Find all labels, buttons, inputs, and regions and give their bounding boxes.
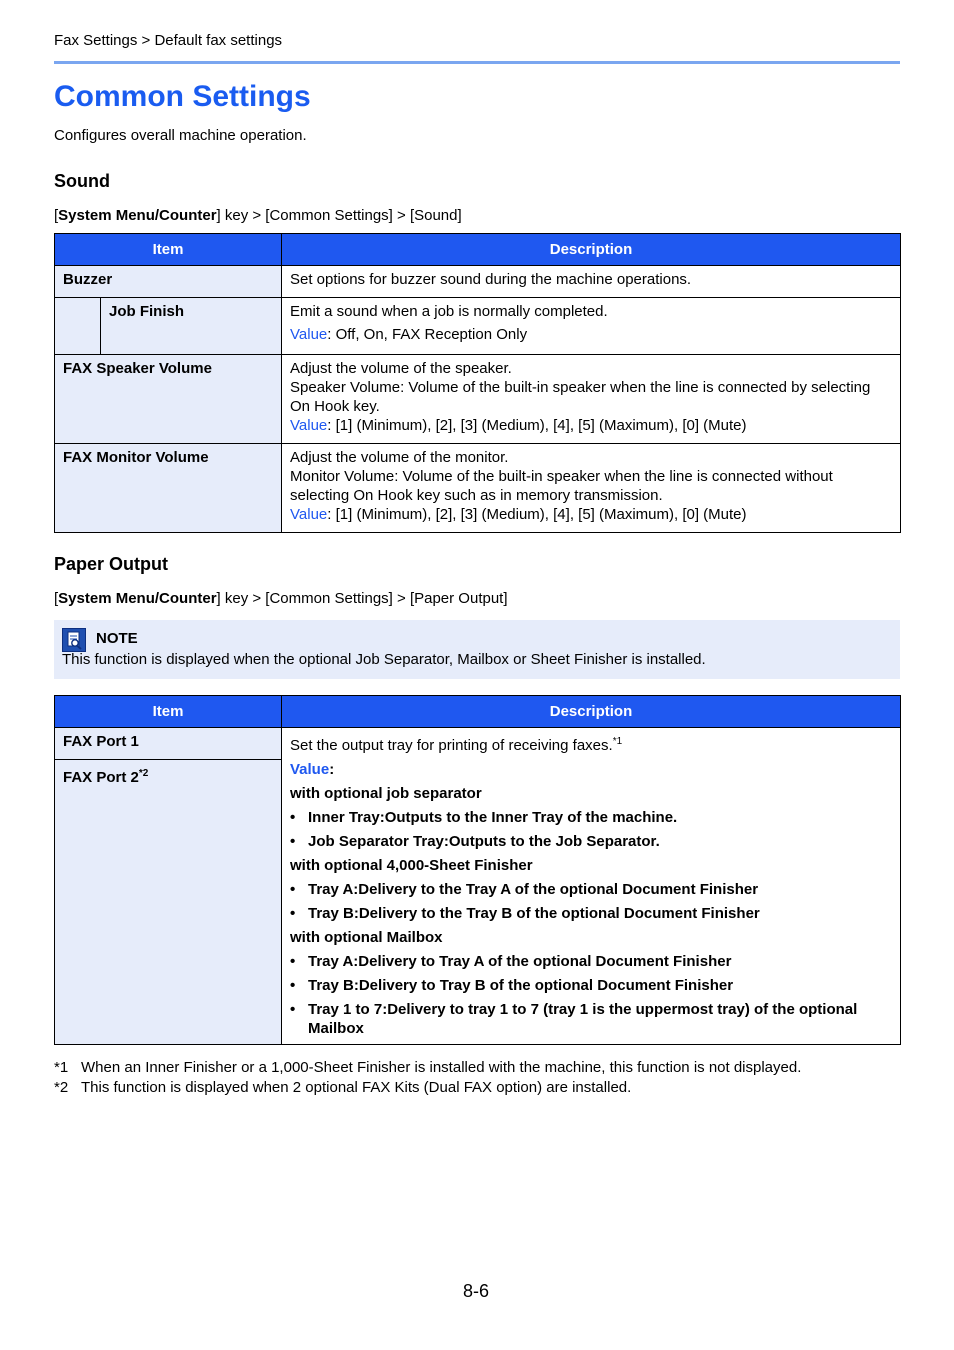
column-header-description: Description — [282, 696, 901, 728]
list-item: • Tray 1 to 7:Delivery to tray 1 to 7 (tray 1 is the uppermost tray) of the optional Mailbox — [290, 1000, 892, 1038]
description-text: Adjust the volume of the speaker. — [290, 360, 512, 377]
description-text: Speaker Volume: Volume of the built-in speaker when the line is connected by selecting On Hook key. — [290, 379, 871, 415]
value-text: : [1] (Minimum), [2], [3] (Medium), [4], [5] (Maximum), [0] (Mute) — [327, 506, 747, 523]
description-text: Adjust the volume of the monitor. — [290, 449, 509, 466]
footnote — [54, 1079, 631, 1096]
paper-output-heading: Paper Output — [54, 554, 169, 574]
note-title: NOTE — [96, 630, 138, 647]
sound-heading: Sound — [54, 171, 110, 191]
value-label: Value — [290, 326, 328, 343]
value-label: Value — [290, 417, 328, 434]
footnote-key: *2 — [54, 1079, 69, 1096]
note-icon — [62, 628, 86, 652]
menu-path-rest: ] key > [Common Settings] > [Sound] — [216, 207, 462, 224]
list-item: • Tray A:Delivery to the Tray A of the optional Document Finisher — [290, 880, 892, 899]
description-cell — [282, 355, 901, 444]
list-item: • Tray B:Delivery to Tray B of the optional Document Finisher — [290, 976, 892, 995]
item-cell: FAX Speaker Volume — [55, 355, 282, 444]
description-cell — [282, 728, 901, 1045]
value-label: Value — [290, 506, 328, 523]
group-heading: with optional 4,000-Sheet Finisher — [290, 857, 533, 874]
list-item: • Job Separator Tray:Outputs to the Job Separator. — [290, 832, 892, 851]
value-line — [290, 416, 892, 435]
column-header-description: Description — [282, 234, 901, 266]
header-rule — [54, 61, 900, 64]
description-text: Monitor Volume: Volume of the built-in speaker when the line is connected without selecting On Hook key such as in memory transmission. — [290, 468, 833, 504]
menu-key: System Menu/Counter — [58, 207, 217, 224]
description-text: Set the output tray for printing of receiving faxes. — [290, 737, 613, 754]
footnote-key: *1 — [54, 1059, 69, 1076]
paper-output-menu-path: [System Menu/Counter] key > [Common Settings] > [Paper Output] — [54, 590, 508, 607]
footnote — [54, 1059, 801, 1076]
footnote-ref: *1 — [612, 736, 623, 747]
footnote-text: When an Inner Finisher or a 1,000-Sheet Finisher is installed with the machine, this function is not displayed. — [81, 1059, 802, 1076]
description-text: Emit a sound when a job is normally completed. — [290, 303, 608, 320]
item-label: FAX Port 1 — [63, 733, 139, 750]
note-box — [54, 620, 900, 679]
description-cell — [282, 444, 901, 533]
indent-cell — [55, 298, 101, 355]
list-item: • Inner Tray:Outputs to the Inner Tray of the machine. — [290, 808, 892, 827]
value-colon: : — [329, 761, 335, 778]
note-text: This function is displayed when the optional Job Separator, Mailbox or Sheet Finisher is installed. — [62, 651, 706, 668]
item-cell: Job Finish — [101, 298, 282, 355]
group-heading: with optional Mailbox — [290, 929, 443, 946]
value-line — [290, 505, 892, 524]
list-item: • Tray A:Delivery to Tray A of the optional Document Finisher — [290, 952, 892, 971]
breadcrumb: Fax Settings > Default fax settings — [54, 32, 283, 49]
value-text: : Off, On, FAX Reception Only — [327, 326, 528, 343]
description-line — [290, 732, 892, 755]
footnote-text: This function is displayed when 2 optional FAX Kits (Dual FAX option) are installed. — [81, 1079, 632, 1096]
item-cell: Buzzer — [55, 266, 282, 298]
column-header-item: Item — [55, 696, 282, 728]
item-cell: FAX Monitor Volume — [55, 444, 282, 533]
table-row — [55, 298, 901, 355]
table-row — [55, 355, 901, 444]
list-item: • Tray B:Delivery to the Tray B of the optional Document Finisher — [290, 904, 892, 923]
column-header-item: Item — [55, 234, 282, 266]
sound-menu-path: [System Menu/Counter] key > [Common Settings] > [Sound] — [54, 207, 462, 224]
intro-text: Configures overall machine operation. — [54, 127, 307, 144]
page-number: 8-6 — [463, 1281, 490, 1301]
table-row — [55, 266, 901, 298]
table-header-row — [55, 696, 901, 728]
description-cell: Set options for buzzer sound during the machine operations. — [282, 266, 901, 298]
menu-path-rest: ] key > [Common Settings] > [Paper Output] — [216, 590, 508, 607]
table-row — [55, 444, 901, 533]
item-label: FAX Port 2 — [63, 769, 139, 786]
value-line — [290, 325, 892, 344]
value-text: : [1] (Minimum), [2], [3] (Medium), [4], [5] (Maximum), [0] (Mute) — [327, 417, 747, 434]
page-title: Common Settings — [54, 80, 311, 113]
description-cell — [282, 298, 901, 355]
paper-output-table — [54, 695, 901, 1045]
value-label: Value — [290, 761, 330, 778]
item-cell — [55, 728, 282, 760]
table-row — [55, 728, 901, 760]
item-cell — [55, 760, 282, 1045]
menu-key: System Menu/Counter — [58, 590, 217, 607]
value-line — [290, 760, 892, 779]
group-heading: with optional job separator — [290, 785, 482, 802]
footnote-ref: *2 — [138, 768, 149, 779]
table-header-row — [55, 234, 901, 266]
sound-table — [54, 233, 901, 533]
